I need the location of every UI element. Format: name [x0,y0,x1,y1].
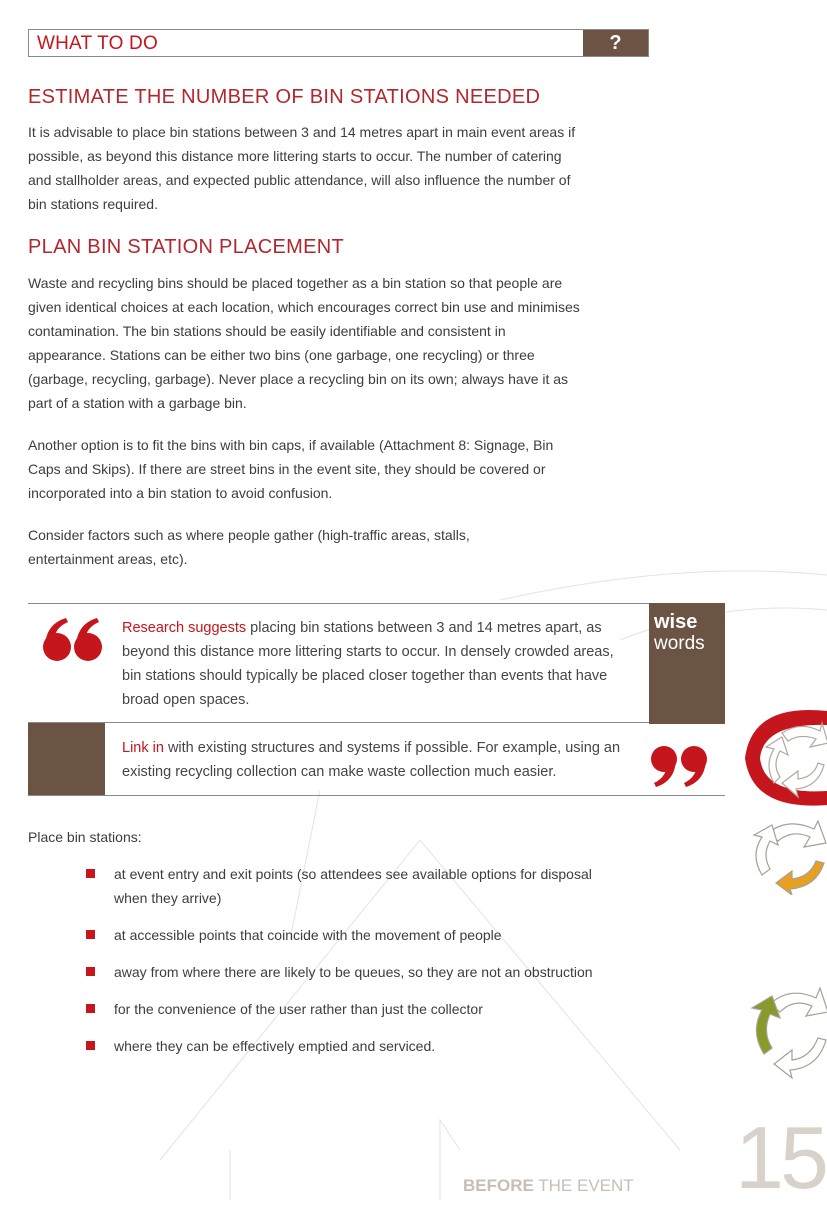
paragraph-estimate: It is advisable to place bin stations between 3 and 14 metres apart in main event areas if possible, as beyond this distance more littering starts to occur. The number of catering and stallholder areas, and expected public attendance, will also influence the number of bin stations required. [28,124,576,212]
list-item [86,862,606,910]
recycle-arrows-red-icon [742,703,827,813]
wise-words-tab-line2: words [654,633,705,654]
quote-2-highlight: Link in [122,740,164,756]
wise-words-box-2 [28,723,725,796]
footer-section-label [463,1176,634,1196]
list-item-text: away from where there are likely to be queues, so they are not an obstruction [114,964,593,980]
list-item-text: at accessible points that coincide with the movement of people [114,927,502,943]
bullet-square-icon [86,1041,95,1050]
paragraph-plan-3: Consider factors such as where people gather (high-traffic areas, stalls, entertainment areas, etc). [28,527,470,567]
list-item-text: at event entry and exit points (so attendees see available options for disposal when they arrive) [114,866,592,906]
footer-label-rest: THE EVENT [533,1176,634,1195]
list-item-text: for the convenience of the user rather than just the collector [114,1001,483,1017]
placement-intro: Place bin stations: [28,829,142,845]
section-header-title: WHAT TO DO [37,33,158,54]
bullet-square-icon [86,930,95,939]
placement-list [86,862,606,1071]
list-item [86,997,606,1021]
paragraph-plan-2: Another option is to fit the bins with bin caps, if available (Attachment 8: Signage, Bin Caps and Skips). If there are street bins in the event site, they should be covered or incorporated into a bin station to avoid confusion. [28,437,554,501]
footer-label-bold: BEFORE [463,1176,534,1195]
wise-words-tab-line1: wise [654,611,698,633]
paragraph-plan-1: Waste and recycling bins should be placed together as a bin station so that people are given identical choices at each location, which encourages correct bin use and minimises contamination. The bin stations should be easily identifiable and consistent in appearance. Stations can be either two bins (one garbage, one recycling) or three (garbage, recycling, garbage). Never place a recycling bin on its own; always have it as part of a station with a garbage bin. [28,275,580,411]
help-badge: ? [583,30,648,56]
wise-words-tab [649,603,725,724]
bullet-square-icon [86,967,95,976]
section-header-bar [28,29,649,57]
close-quote-icon [650,745,710,789]
list-item [86,923,606,947]
list-item [86,960,606,984]
wise-words-box [28,603,725,723]
recycle-arrows-orange-icon [748,815,827,895]
heading-plan-placement: PLAN BIN STATION PLACEMENT [28,236,345,258]
bullet-square-icon [86,869,95,878]
list-item [86,1034,606,1058]
open-quote-icon [42,616,104,662]
page-number: 15 [735,1108,825,1207]
list-item-text: where they can be effectively emptied and serviced. [114,1038,436,1054]
wise-words-quote-1 [122,616,632,712]
quote-1-highlight: Research suggests [122,620,247,636]
brown-accent-block [28,723,105,795]
quote-1-text: placing bin stations between 3 and 14 metres apart, as beyond this distance more littering starts to occur. In densely crowded areas, bin stations should typically be placed closer together than events that have broad open spaces. [122,620,614,708]
heading-estimate-bin-stations: ESTIMATE THE NUMBER OF BIN STATIONS NEEDED [28,86,541,108]
recycle-arrows-green-icon [748,982,827,1080]
wise-words-quote-2 [122,736,642,784]
quote-2-text: with existing structures and systems if possible. For example, using an existing recycling collection can make waste collection much easier. [122,740,621,780]
bullet-square-icon [86,1004,95,1013]
